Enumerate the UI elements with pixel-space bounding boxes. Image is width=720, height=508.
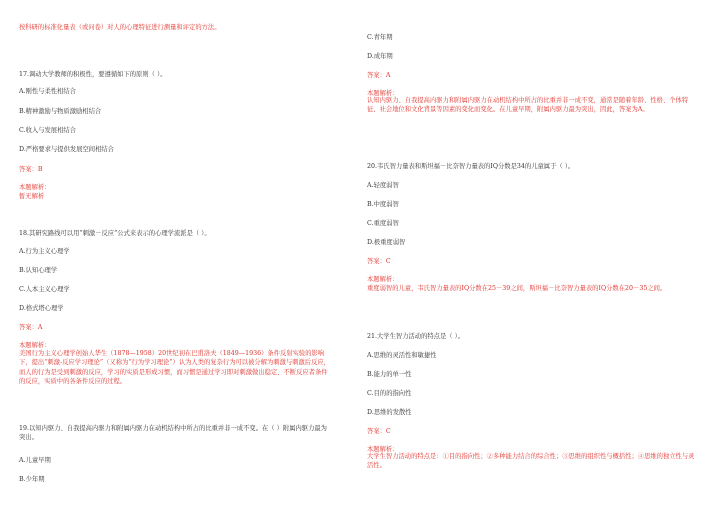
question-17-analysis: 暂无解析: [19, 193, 45, 200]
question-17-analysis-title: 本题解析：: [19, 184, 51, 191]
question-19-option-a: A.儿童早期: [19, 457, 51, 464]
question-20-option-c: C.重度弱智: [367, 220, 399, 227]
question-18-analysis-title: 本题解析：: [19, 342, 51, 349]
question-21-option-a: A.思维的灵活性和敏捷性: [367, 352, 437, 359]
question-18-option-c: C.人本主义心理学: [19, 286, 70, 293]
question-20-answer: 答案：C: [367, 258, 391, 265]
question-20-analysis: 重度弱智的儿童，韦氏智力量表的IQ分数在25－39之间，斯坦福－比奈智力量表的IQ分数在20－35之间。: [367, 285, 667, 292]
question-17-option-d: D.严格要求与提供发展空间相结合: [19, 146, 114, 153]
intro-line: 按科研的标准化量表（或问卷）对人的心理特征进行测量和评定的方法。: [19, 24, 221, 31]
question-20-option-d: D.极重度弱智: [367, 239, 406, 246]
question-17-option-c: C.收入与发展相结合: [19, 127, 76, 134]
question-19-analysis-title: 本题解析：: [367, 90, 399, 97]
question-17-option-b: B.精神激励与物质激励相结合: [19, 108, 102, 115]
question-20-stem: 20.韦氏智力量表和斯坦福－比奈智力量表的IQ分数是34的儿童属于（ ）。: [367, 163, 575, 170]
question-19-option-d: D.成年期: [367, 53, 393, 60]
question-20-analysis-title: 本题解析：: [367, 276, 399, 283]
question-19-option-c: C.青年期: [367, 34, 393, 41]
question-17-stem: 17.调动大学教师的积极性，要遵循如下的原则（ ）。: [19, 71, 167, 78]
question-21-option-d: D.思维的发散性: [367, 409, 412, 416]
question-19-analysis: 认知内驱力、自我提高内驱力和附属内驱力在动机结构中所占的比重并非一成不变，通常是随着年龄、性格、个体特征、社会地位和文化背景等因素的变化而变化。在儿童早期，附属内驱力最为突出，因此，答案为A。: [367, 97, 689, 114]
question-18-option-a: A.行为主义心理学: [19, 248, 70, 255]
question-21-analysis-title: 本题解析：: [367, 446, 399, 453]
question-18-stem: 18.其研究路线可以用“刺激－反应”公式来表示的心理学流派是（ ）。: [19, 230, 211, 237]
question-19-stem: 19.以知内驱力、自我提高内驱力和附属内驱力在动机结构中所占的比重并非一成不变。在（ ）附属内驱力最为突出。: [19, 425, 327, 442]
question-19-answer: 答案：A: [367, 72, 391, 79]
question-20-option-b: B.中度弱智: [367, 201, 399, 208]
question-18-analysis: 美国行为主义心理学创始人华生（1878—1958）20世纪初在巴甫洛夫（1849—1936）条件反射实验的影响下，提出“刺激-反应学习理论”（又称为“行为学习理论”）认为人类的复杂行为可以被分解为刺激与刺激后反应，而人的行为是受到刺激的反应，学习的实质是形成习惯，而习惯是通过学习即对刺激做出稳定、不断反应者条件的反应，实质中的各条件反应的过程。: [19, 350, 330, 386]
question-18-option-d: D.格式塔心理学: [19, 305, 64, 312]
question-18-answer: 答案：A: [19, 324, 43, 331]
question-21-option-c: C.目的的指向性: [367, 390, 412, 397]
question-18-option-b: B.认知心理学: [19, 267, 58, 274]
question-21-analysis: 大学生智力活动的特点是：①目的指向性；②多种能力结合的综合性；③思维的组织性与概括性；④思维的独立性与灵活性。: [367, 453, 695, 470]
question-20-option-a: A.轻度弱智: [367, 182, 399, 189]
question-21-stem: 21.大学生智力活动的特点是（ ）。: [367, 333, 465, 340]
question-21-answer: 答案：C: [367, 428, 391, 435]
question-19-option-b: B.少年期: [19, 476, 45, 483]
question-17-answer: 答案：B: [19, 166, 43, 173]
question-17-option-a: A.刚性与柔性相结合: [19, 88, 76, 95]
question-21-option-b: B.能力的单一性: [367, 371, 412, 378]
